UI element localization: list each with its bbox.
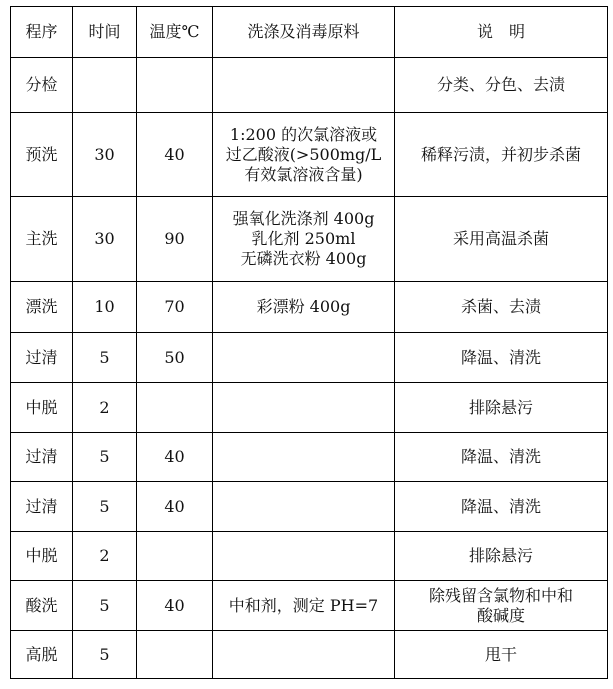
cell-materials — [213, 433, 395, 482]
table-row — [11, 333, 608, 383]
cell-step: 中脱 — [11, 532, 73, 581]
cell-note: 甩干 — [395, 631, 608, 679]
cell-step: 过清 — [11, 433, 73, 482]
cell-step: 高脱 — [11, 631, 73, 679]
cell-materials: 中和剂，测定 PH=7 — [213, 581, 395, 631]
table-row — [11, 631, 608, 679]
cell-materials — [213, 58, 395, 113]
cell-temp: 50 — [137, 333, 213, 383]
cell-time: 5 — [73, 631, 137, 679]
cell-note: 降温、清洗 — [395, 433, 608, 482]
cell-temp — [137, 532, 213, 581]
cell-note: 分类、分色、去渍 — [395, 58, 608, 113]
cell-temp: 40 — [137, 433, 213, 482]
cell-step: 过清 — [11, 482, 73, 532]
table-row — [11, 197, 608, 282]
cell-temp — [137, 58, 213, 113]
cell-note: 降温、清洗 — [395, 482, 608, 532]
cell-time: 5 — [73, 433, 137, 482]
cell-materials: 强氧化洗涤剂 400g 乳化剂 250ml 无磷洗衣粉 400g — [213, 197, 395, 282]
table-row — [11, 113, 608, 197]
table-row — [11, 58, 608, 113]
table-header-row — [11, 7, 608, 58]
table-row — [11, 482, 608, 532]
cell-step: 过清 — [11, 333, 73, 383]
table-row — [11, 532, 608, 581]
cell-temp — [137, 631, 213, 679]
header-materials: 洗涤及消毒原料 — [213, 7, 395, 58]
table-row — [11, 581, 608, 631]
cell-temp: 40 — [137, 113, 213, 197]
cell-time: 2 — [73, 532, 137, 581]
cell-materials — [213, 333, 395, 383]
cell-step: 酸洗 — [11, 581, 73, 631]
cell-time: 2 — [73, 383, 137, 433]
cell-time: 5 — [73, 482, 137, 532]
cell-temp: 70 — [137, 282, 213, 333]
cell-temp — [137, 383, 213, 433]
header-notes: 说 明 — [395, 7, 608, 58]
cell-step: 分检 — [11, 58, 73, 113]
table-row — [11, 383, 608, 433]
cell-time: 30 — [73, 197, 137, 282]
cell-step: 中脱 — [11, 383, 73, 433]
cell-note: 采用高温杀菌 — [395, 197, 608, 282]
cell-temp: 40 — [137, 482, 213, 532]
cell-note: 排除悬污 — [395, 383, 608, 433]
header-step: 程序 — [11, 7, 73, 58]
cell-note: 排除悬污 — [395, 532, 608, 581]
cell-materials — [213, 532, 395, 581]
cell-step: 漂洗 — [11, 282, 73, 333]
cell-temp: 40 — [137, 581, 213, 631]
cell-time: 5 — [73, 333, 137, 383]
table-row — [11, 433, 608, 482]
cell-time: 30 — [73, 113, 137, 197]
header-time: 时间 — [73, 7, 137, 58]
cell-note: 除残留含氯物和中和 酸碱度 — [395, 581, 608, 631]
cell-step: 主洗 — [11, 197, 73, 282]
cell-temp: 90 — [137, 197, 213, 282]
cell-time: 10 — [73, 282, 137, 333]
cell-time: 5 — [73, 581, 137, 631]
cell-note: 杀菌、去渍 — [395, 282, 608, 333]
cell-materials — [213, 383, 395, 433]
cell-note: 稀释污渍，并初步杀菌 — [395, 113, 608, 197]
cell-materials: 1:200 的次氯溶液或 过乙酸液(>500mg/L 有效氯溶液含量) — [213, 113, 395, 197]
cell-materials — [213, 482, 395, 532]
cell-note: 降温、清洗 — [395, 333, 608, 383]
cell-materials — [213, 631, 395, 679]
table-row — [11, 282, 608, 333]
laundry-procedure-table — [10, 6, 608, 679]
header-temperature: 温度℃ — [137, 7, 213, 58]
cell-materials: 彩漂粉 400g — [213, 282, 395, 333]
cell-time — [73, 58, 137, 113]
cell-step: 预洗 — [11, 113, 73, 197]
